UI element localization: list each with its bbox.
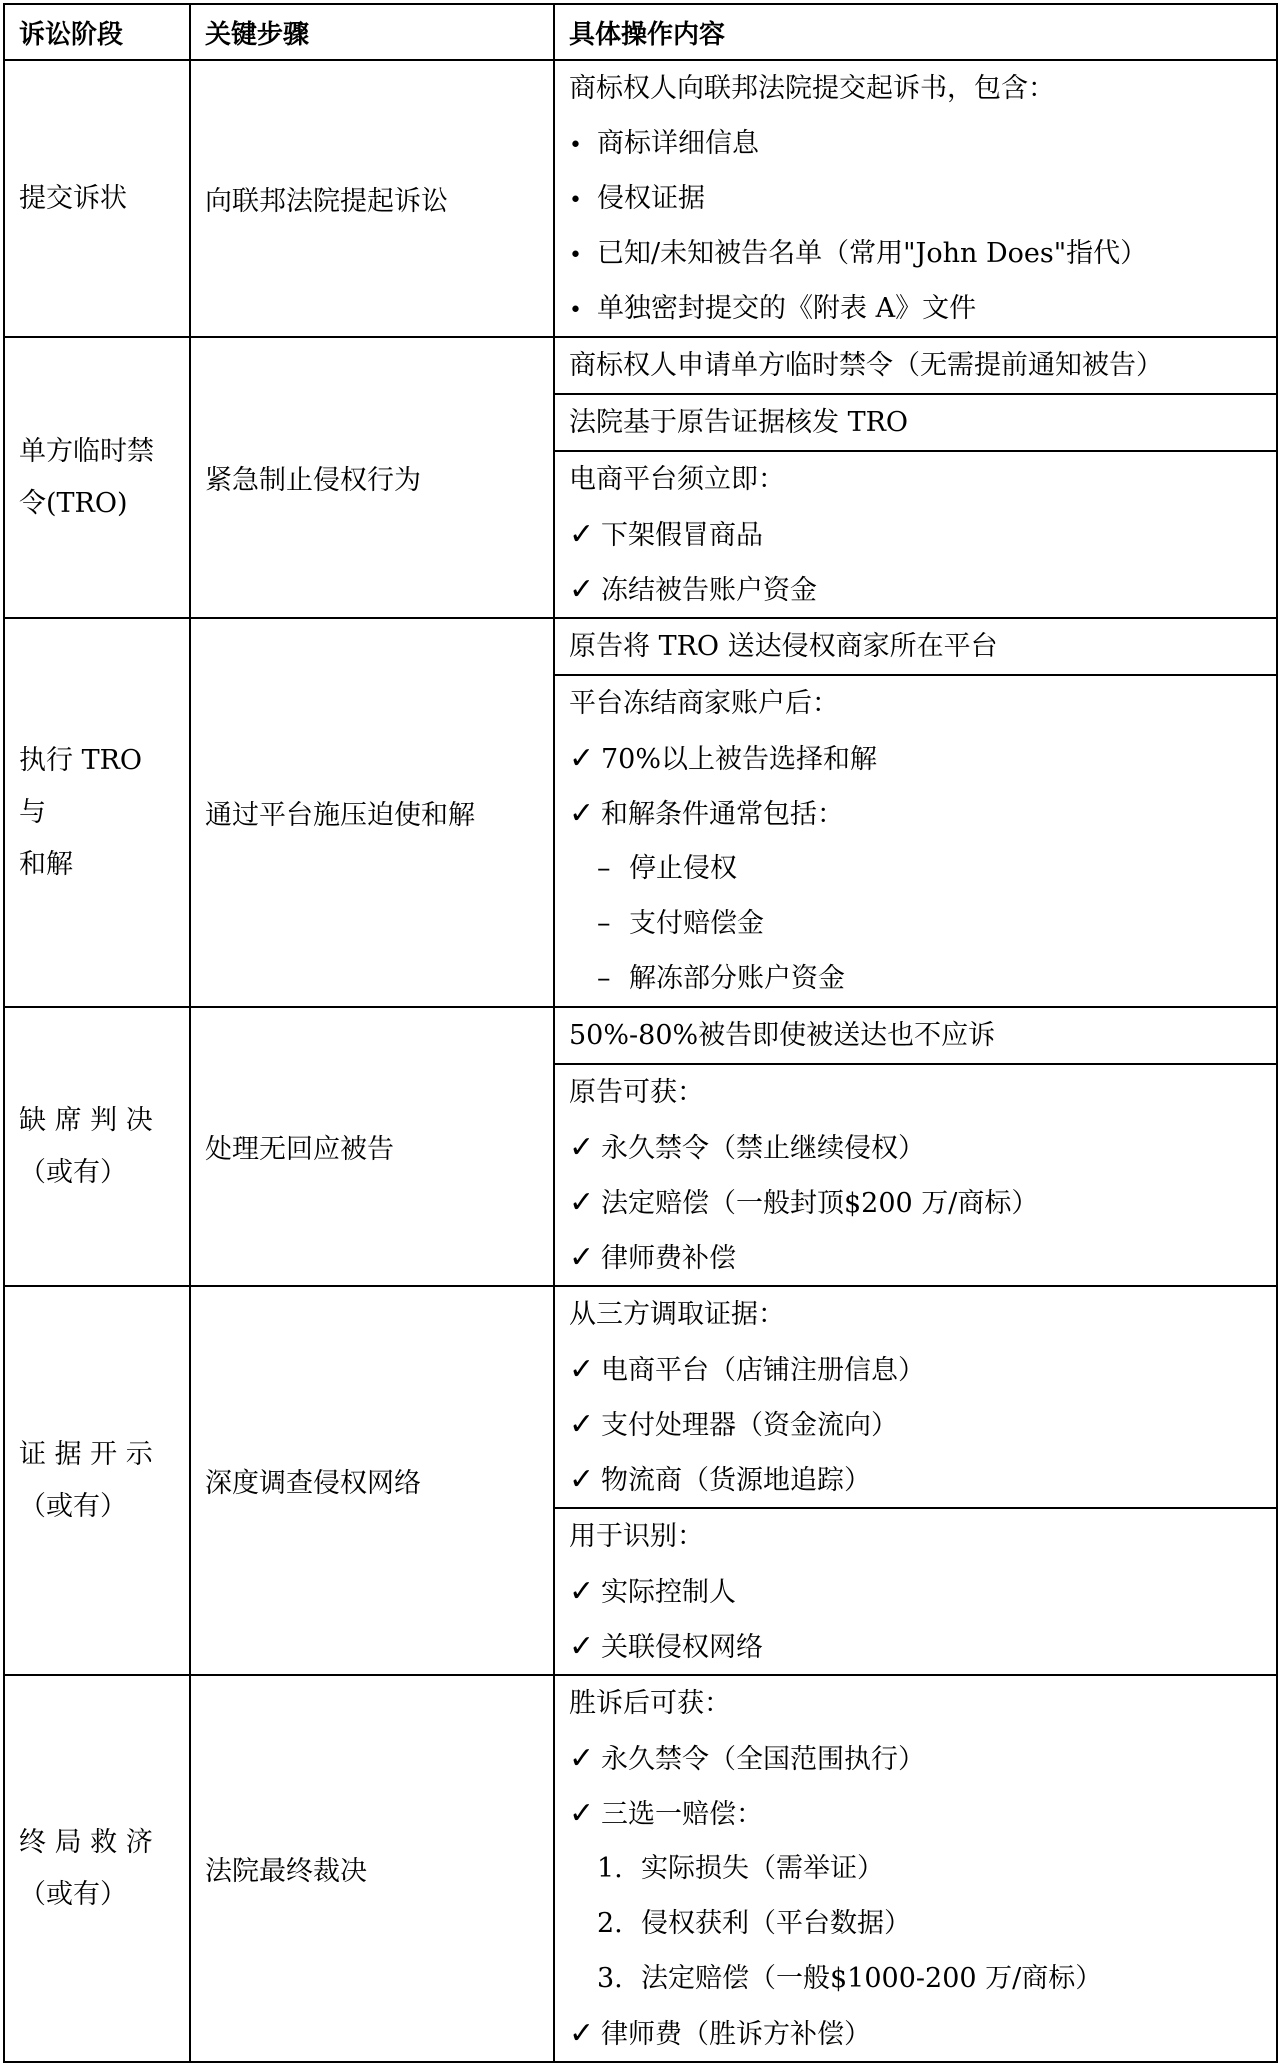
content-block [555,394,1276,451]
table-row [4,1286,1277,1675]
content-line [569,1452,1276,1507]
content-line [569,1619,1276,1674]
content-line [569,1120,1276,1175]
line-text: 律师费补偿 [601,1243,736,1274]
step-cell: 深度调查侵权网络 [190,1286,554,1675]
checkmark-icon: ✓ [569,1796,595,1831]
content-block [555,675,1276,1006]
checkmark-icon: ✓ [569,1629,595,1664]
line-text: 70%以上被告选择和解 [601,744,878,775]
line-text: 支付处理器（资金流向） [601,1410,898,1441]
list-number: 2. [597,1908,623,1939]
content-line [569,61,1276,116]
content-line [569,338,1276,393]
line-text: 永久禁令（全国范围执行） [601,1744,925,1775]
content-blocks [555,1676,1276,2061]
content-blocks [555,619,1276,1006]
bullet-icon: • [569,188,582,213]
checkmark-icon: ✓ [569,1240,595,1275]
checkmark-icon: ✓ [569,1574,595,1609]
content-blocks [555,1008,1276,1285]
content-line [569,1230,1276,1285]
bullet-icon: • [569,243,582,268]
stage-label: （或有） [19,1878,127,1910]
content-line [569,1509,1276,1564]
content-cell [554,60,1277,337]
content-block [555,1064,1276,1285]
line-text: 商标权人申请单方临时禁令（无需提前通知被告） [569,350,1163,381]
line-text: 侵权获利（平台数据） [641,1908,911,1939]
content-line [569,1841,1276,1896]
content-line [569,1786,1276,1841]
stage-cell [4,1007,190,1286]
line-text: 停止侵权 [629,853,737,884]
stage-label: 和解 [19,848,73,880]
step-cell: 通过平台施压迫使和解 [190,618,554,1007]
line-text: 法定赔偿（一般封顶$200 万/商标） [601,1188,1039,1219]
content-block [555,1676,1276,2061]
content-line [569,786,1276,841]
checkmark-icon: ✓ [569,517,595,552]
content-line [569,1397,1276,1452]
stage-label: 单方临时禁 [19,435,154,467]
stage-label: 缺 席 判 决 [19,1104,153,1136]
content-cell [554,1286,1277,1675]
table-row [4,618,1277,1007]
checkmark-icon: ✓ [569,741,595,776]
stage-cell [4,60,190,337]
content-line [569,171,1276,226]
list-number: 3. [597,1963,623,1994]
content-blocks [555,61,1276,336]
content-line [569,1342,1276,1397]
stage-label: 终 局 救 济 [19,1826,153,1858]
content-cell [554,618,1277,1007]
content-line [569,896,1276,951]
content-line [569,562,1276,617]
content-line [569,395,1276,450]
content-block [555,619,1276,675]
content-block [555,451,1276,617]
content-line [569,619,1276,674]
content-line [569,226,1276,281]
checkmark-icon: ✓ [569,572,595,607]
line-text: 电商平台须立即： [569,464,785,495]
content-line [569,1951,1276,2006]
table-row [4,1007,1277,1286]
content-line [569,2006,1276,2061]
line-text: 原告可获： [569,1077,704,1108]
stage-cell [4,337,190,618]
stage-cell [4,1675,190,2062]
line-text: 三选一赔偿： [601,1799,763,1830]
step-cell: 向联邦法院提起诉讼 [190,60,554,337]
line-text: 实际损失（需举证） [641,1853,884,1884]
checkmark-icon: ✓ [569,796,595,831]
checkmark-icon: ✓ [569,1462,595,1497]
content-line [569,841,1276,896]
line-text: 支付赔偿金 [629,908,764,939]
line-text: 冻结被告账户资金 [601,575,817,606]
bullet-icon: • [569,133,582,158]
line-text: 原告将 TRO 送达侵权商家所在平台 [569,631,998,662]
stage-cell [4,618,190,1007]
litigation-table [3,3,1278,2063]
table-row [4,1675,1277,2062]
line-text: 用于识别： [569,1521,704,1552]
content-line [569,1564,1276,1619]
content-blocks [555,1287,1276,1674]
content-line [569,676,1276,731]
line-text: 法院基于原告证据核发 TRO [569,407,909,438]
content-line [569,507,1276,562]
content-line [569,116,1276,171]
content-block [555,1008,1276,1064]
content-line [569,1287,1276,1342]
list-number: 1. [597,1853,623,1884]
line-text: 从三方调取证据： [569,1299,785,1330]
stage-cell [4,1286,190,1675]
content-line [569,1008,1276,1063]
table-row [4,337,1277,618]
header-row [4,4,1277,60]
line-text: 商标权人向联邦法院提交起诉书，包含： [569,73,1055,104]
line-text: 单独密封提交的《附表 A》文件 [597,293,977,324]
dash-icon: – [597,963,611,994]
content-block [555,1508,1276,1674]
checkmark-icon: ✓ [569,2016,595,2051]
line-text: 已知/未知被告名单（常用"John Does"指代） [597,238,1148,269]
header-content: 具体操作内容 [554,4,1277,60]
checkmark-icon: ✓ [569,1352,595,1387]
line-text: 侵权证据 [597,183,705,214]
line-text: 商标详细信息 [597,128,759,159]
line-text: 解冻部分账户资金 [629,963,845,994]
line-text: 实际控制人 [601,1577,736,1608]
content-block [555,338,1276,394]
content-line [569,1731,1276,1786]
line-text: 法定赔偿（一般$1000-200 万/商标） [641,1963,1103,1994]
content-block [555,1287,1276,1508]
content-line [569,1175,1276,1230]
content-line [569,281,1276,336]
content-blocks [555,338,1276,617]
table-row [4,60,1277,337]
line-text: 和解条件通常包括： [601,799,844,830]
checkmark-icon: ✓ [569,1407,595,1442]
checkmark-icon: ✓ [569,1185,595,1220]
step-cell: 紧急制止侵权行为 [190,337,554,618]
line-text: 平台冻结商家账户后： [569,688,839,719]
dash-icon: – [597,853,611,884]
stage-label: 令(TRO) [19,487,128,519]
checkmark-icon: ✓ [569,1741,595,1776]
content-cell [554,337,1277,618]
stage-label: 提交诉状 [19,182,127,214]
line-text: 50%-80%被告即使被送达也不应诉 [569,1020,996,1051]
content-line [569,452,1276,507]
line-text: 物流商（货源地追踪） [601,1465,871,1496]
header-stage: 诉讼阶段 [4,4,190,60]
content-line [569,731,1276,786]
content-line [569,951,1276,1006]
step-cell: 法院最终裁决 [190,1675,554,2062]
line-text: 律师费（胜诉方补偿） [601,2019,871,2050]
header-step: 关键步骤 [190,4,554,60]
stage-label: （或有） [19,1156,127,1188]
checkmark-icon: ✓ [569,1130,595,1165]
content-cell [554,1007,1277,1286]
stage-label: 证 据 开 示 [19,1438,153,1470]
stage-label: （或有） [19,1490,127,1522]
line-text: 电商平台（店铺注册信息） [601,1355,925,1386]
dash-icon: – [597,908,611,939]
content-line [569,1065,1276,1120]
stage-label: 执行 TRO 与 [19,744,143,828]
content-block [555,61,1276,336]
content-line [569,1896,1276,1951]
content-cell [554,1675,1277,2062]
line-text: 下架假冒商品 [601,520,763,551]
line-text: 永久禁令（禁止继续侵权） [601,1133,925,1164]
line-text: 胜诉后可获： [569,1688,731,1719]
content-line [569,1676,1276,1731]
bullet-icon: • [569,298,582,323]
step-cell: 处理无回应被告 [190,1007,554,1286]
line-text: 关联侵权网络 [601,1632,763,1663]
